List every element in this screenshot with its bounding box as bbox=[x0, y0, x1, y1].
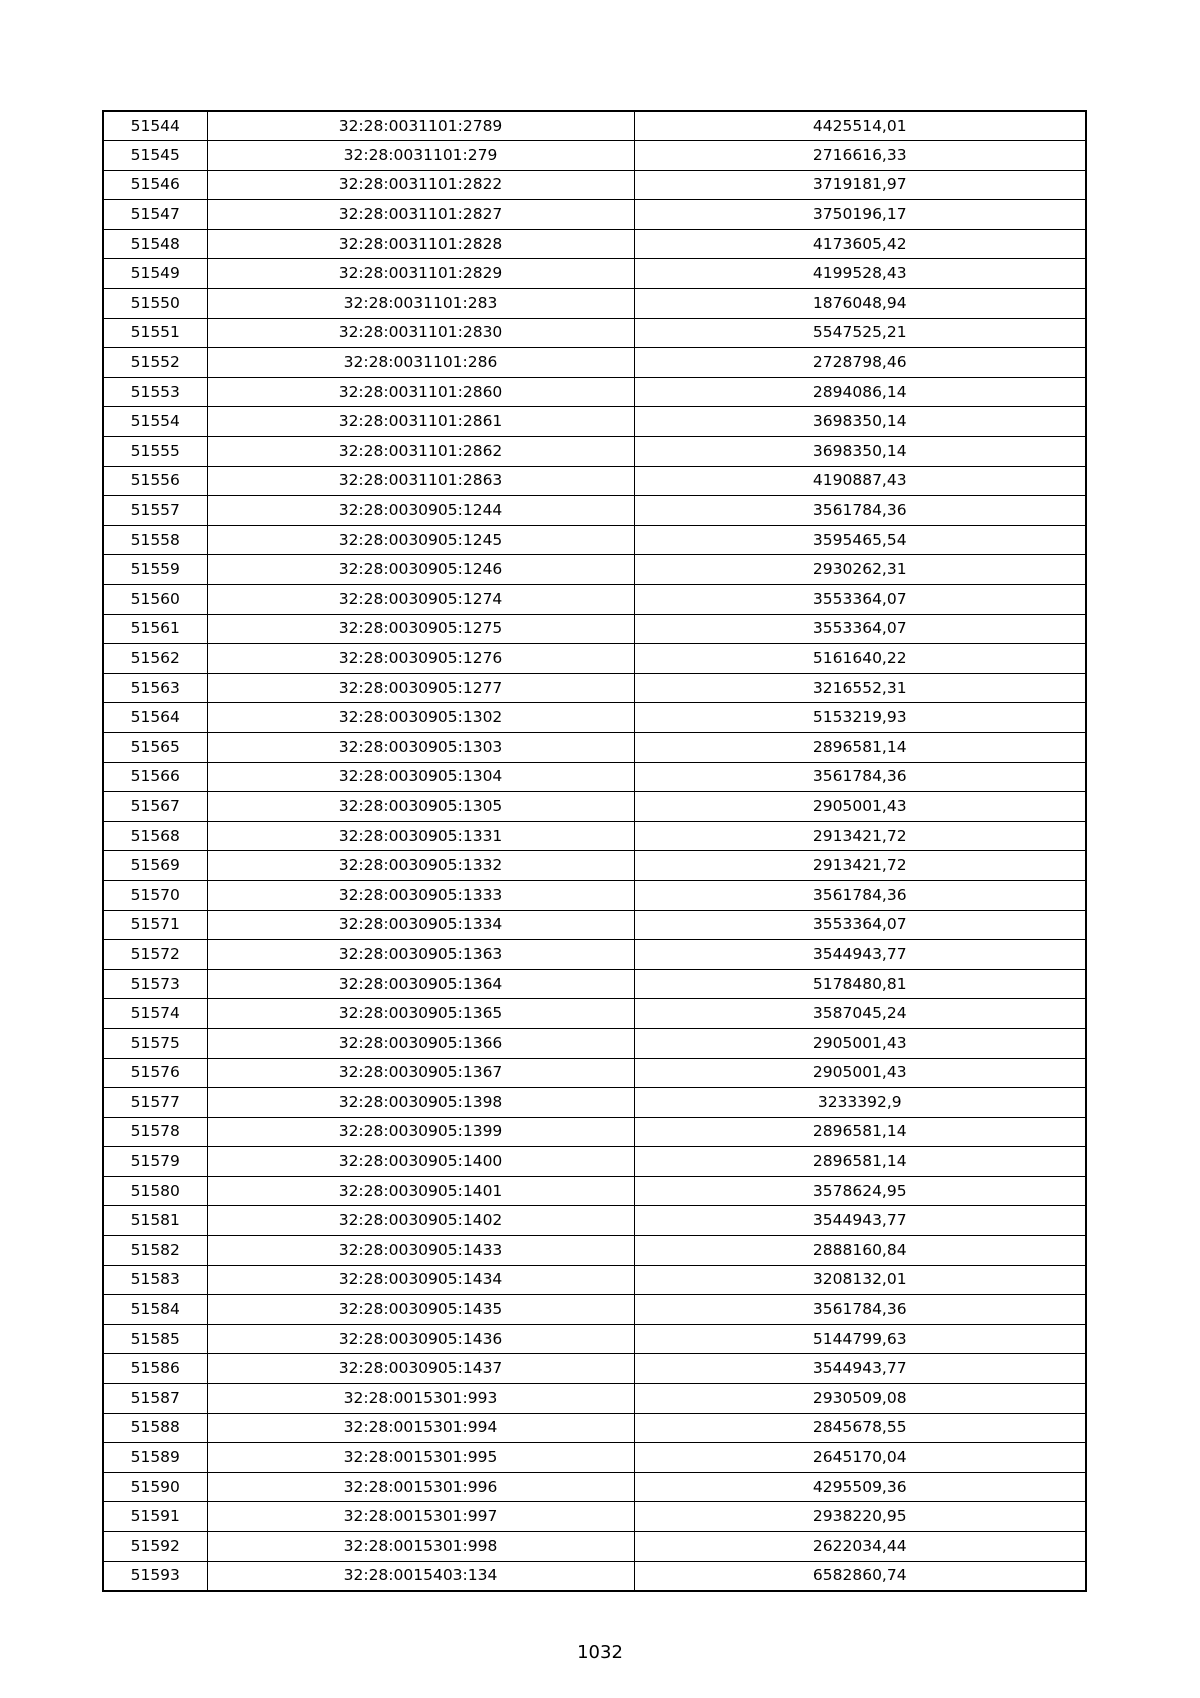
cadastral-value-cell: 2905001,43 bbox=[634, 1028, 1086, 1058]
table-row bbox=[103, 880, 1086, 910]
cadastral-number-cell: 32:28:0030905:1333 bbox=[207, 880, 634, 910]
cadastral-number-cell: 32:28:0030905:1244 bbox=[207, 496, 634, 526]
row-number-cell: 51593 bbox=[103, 1561, 207, 1591]
table-row bbox=[103, 1532, 1086, 1562]
row-number-cell: 51555 bbox=[103, 437, 207, 467]
table-row bbox=[103, 1117, 1086, 1147]
row-number-cell: 51576 bbox=[103, 1058, 207, 1088]
cadastral-number-cell: 32:28:0031101:2829 bbox=[207, 259, 634, 289]
cadastral-number-cell: 32:28:0031101:279 bbox=[207, 141, 634, 171]
cadastral-value-cell: 3698350,14 bbox=[634, 437, 1086, 467]
cadastral-value-table bbox=[102, 110, 1087, 1592]
cadastral-value-cell: 3561784,36 bbox=[634, 496, 1086, 526]
cadastral-number-cell: 32:28:0015301:993 bbox=[207, 1384, 634, 1414]
cadastral-number-cell: 32:28:0030905:1334 bbox=[207, 910, 634, 940]
row-number-cell: 51589 bbox=[103, 1443, 207, 1473]
row-number-cell: 51566 bbox=[103, 762, 207, 792]
cadastral-value-cell: 2845678,55 bbox=[634, 1413, 1086, 1443]
cadastral-number-cell: 32:28:0030905:1436 bbox=[207, 1324, 634, 1354]
cadastral-number-cell: 32:28:0031101:2830 bbox=[207, 318, 634, 348]
table-row bbox=[103, 466, 1086, 496]
row-number-cell: 51544 bbox=[103, 111, 207, 141]
table-row bbox=[103, 200, 1086, 230]
cadastral-value-cell: 3595465,54 bbox=[634, 525, 1086, 555]
cadastral-number-cell: 32:28:0015301:998 bbox=[207, 1532, 634, 1562]
row-number-cell: 51575 bbox=[103, 1028, 207, 1058]
table-row bbox=[103, 170, 1086, 200]
row-number-cell: 51591 bbox=[103, 1502, 207, 1532]
cadastral-number-cell: 32:28:0030905:1401 bbox=[207, 1176, 634, 1206]
row-number-cell: 51578 bbox=[103, 1117, 207, 1147]
row-number-cell: 51562 bbox=[103, 644, 207, 674]
cadastral-number-cell: 32:28:0030905:1276 bbox=[207, 644, 634, 674]
cadastral-value-cell: 5161640,22 bbox=[634, 644, 1086, 674]
table-row bbox=[103, 910, 1086, 940]
cadastral-number-cell: 32:28:0015301:997 bbox=[207, 1502, 634, 1532]
cadastral-value-cell: 2913421,72 bbox=[634, 851, 1086, 881]
table-row bbox=[103, 1561, 1086, 1591]
cadastral-number-cell: 32:28:0031101:2822 bbox=[207, 170, 634, 200]
cadastral-number-cell: 32:28:0031101:2861 bbox=[207, 407, 634, 437]
row-number-cell: 51546 bbox=[103, 170, 207, 200]
table-row bbox=[103, 1413, 1086, 1443]
cadastral-number-cell: 32:28:0015403:134 bbox=[207, 1561, 634, 1591]
row-number-cell: 51572 bbox=[103, 940, 207, 970]
cadastral-number-cell: 32:28:0030905:1402 bbox=[207, 1206, 634, 1236]
cadastral-value-cell: 5144799,63 bbox=[634, 1324, 1086, 1354]
cadastral-value-cell: 3216552,31 bbox=[634, 673, 1086, 703]
table-row bbox=[103, 1324, 1086, 1354]
cadastral-value-cell: 3544943,77 bbox=[634, 1206, 1086, 1236]
cadastral-value-cell: 3553364,07 bbox=[634, 614, 1086, 644]
cadastral-number-cell: 32:28:0015301:996 bbox=[207, 1472, 634, 1502]
cadastral-value-cell: 3561784,36 bbox=[634, 1295, 1086, 1325]
table-row bbox=[103, 940, 1086, 970]
row-number-cell: 51561 bbox=[103, 614, 207, 644]
row-number-cell: 51580 bbox=[103, 1176, 207, 1206]
cadastral-value-cell: 4295509,36 bbox=[634, 1472, 1086, 1502]
table-row bbox=[103, 348, 1086, 378]
table-row bbox=[103, 141, 1086, 171]
row-number-cell: 51547 bbox=[103, 200, 207, 230]
table-row bbox=[103, 437, 1086, 467]
row-number-cell: 51551 bbox=[103, 318, 207, 348]
cadastral-number-cell: 32:28:0031101:2860 bbox=[207, 377, 634, 407]
table-row bbox=[103, 407, 1086, 437]
cadastral-value-cell: 2645170,04 bbox=[634, 1443, 1086, 1473]
table-row bbox=[103, 111, 1086, 141]
cadastral-number-cell: 32:28:0030905:1332 bbox=[207, 851, 634, 881]
cadastral-value-cell: 1876048,94 bbox=[634, 289, 1086, 319]
table-row bbox=[103, 555, 1086, 585]
cadastral-number-cell: 32:28:0031101:283 bbox=[207, 289, 634, 319]
row-number-cell: 51582 bbox=[103, 1236, 207, 1266]
table-row bbox=[103, 821, 1086, 851]
cadastral-number-cell: 32:28:0031101:2863 bbox=[207, 466, 634, 496]
row-number-cell: 51567 bbox=[103, 792, 207, 822]
cadastral-value-cell: 2716616,33 bbox=[634, 141, 1086, 171]
cadastral-value-cell: 4173605,42 bbox=[634, 229, 1086, 259]
table-row bbox=[103, 673, 1086, 703]
cadastral-value-cell: 3553364,07 bbox=[634, 910, 1086, 940]
row-number-cell: 51549 bbox=[103, 259, 207, 289]
cadastral-value-cell: 3587045,24 bbox=[634, 999, 1086, 1029]
cadastral-value-cell: 2888160,84 bbox=[634, 1236, 1086, 1266]
cadastral-value-cell: 2622034,44 bbox=[634, 1532, 1086, 1562]
table-body bbox=[103, 111, 1086, 1591]
table-row bbox=[103, 1088, 1086, 1118]
table-row bbox=[103, 703, 1086, 733]
cadastral-number-cell: 32:28:0030905:1304 bbox=[207, 762, 634, 792]
cadastral-value-cell: 5178480,81 bbox=[634, 969, 1086, 999]
row-number-cell: 51563 bbox=[103, 673, 207, 703]
cadastral-value-cell: 2930262,31 bbox=[634, 555, 1086, 585]
table-row bbox=[103, 1472, 1086, 1502]
cadastral-number-cell: 32:28:0031101:2789 bbox=[207, 111, 634, 141]
table-row bbox=[103, 585, 1086, 615]
table-row bbox=[103, 318, 1086, 348]
table-row bbox=[103, 377, 1086, 407]
cadastral-number-cell: 32:28:0031101:2827 bbox=[207, 200, 634, 230]
table-row bbox=[103, 1236, 1086, 1266]
row-number-cell: 51559 bbox=[103, 555, 207, 585]
row-number-cell: 51574 bbox=[103, 999, 207, 1029]
table-row bbox=[103, 1176, 1086, 1206]
table-row bbox=[103, 1147, 1086, 1177]
table-row bbox=[103, 762, 1086, 792]
cadastral-value-cell: 3561784,36 bbox=[634, 880, 1086, 910]
row-number-cell: 51552 bbox=[103, 348, 207, 378]
row-number-cell: 51560 bbox=[103, 585, 207, 615]
cadastral-value-cell: 4190887,43 bbox=[634, 466, 1086, 496]
row-number-cell: 51571 bbox=[103, 910, 207, 940]
cadastral-value-cell: 2930509,08 bbox=[634, 1384, 1086, 1414]
table-row bbox=[103, 1354, 1086, 1384]
cadastral-value-cell: 3561784,36 bbox=[634, 762, 1086, 792]
table-row bbox=[103, 229, 1086, 259]
cadastral-value-cell: 3698350,14 bbox=[634, 407, 1086, 437]
cadastral-number-cell: 32:28:0030905:1305 bbox=[207, 792, 634, 822]
row-number-cell: 51577 bbox=[103, 1088, 207, 1118]
row-number-cell: 51585 bbox=[103, 1324, 207, 1354]
cadastral-number-cell: 32:28:0030905:1275 bbox=[207, 614, 634, 644]
table-row bbox=[103, 1384, 1086, 1414]
row-number-cell: 51588 bbox=[103, 1413, 207, 1443]
cadastral-value-cell: 2894086,14 bbox=[634, 377, 1086, 407]
table-row bbox=[103, 999, 1086, 1029]
table-row bbox=[103, 1206, 1086, 1236]
table-row bbox=[103, 1265, 1086, 1295]
cadastral-number-cell: 32:28:0030905:1437 bbox=[207, 1354, 634, 1384]
row-number-cell: 51573 bbox=[103, 969, 207, 999]
table-row bbox=[103, 732, 1086, 762]
row-number-cell: 51554 bbox=[103, 407, 207, 437]
cadastral-number-cell: 32:28:0030905:1365 bbox=[207, 999, 634, 1029]
cadastral-number-cell: 32:28:0030905:1303 bbox=[207, 732, 634, 762]
row-number-cell: 51548 bbox=[103, 229, 207, 259]
cadastral-value-cell: 4425514,01 bbox=[634, 111, 1086, 141]
table-row bbox=[103, 496, 1086, 526]
row-number-cell: 51568 bbox=[103, 821, 207, 851]
cadastral-value-cell: 2913421,72 bbox=[634, 821, 1086, 851]
table-row bbox=[103, 525, 1086, 555]
row-number-cell: 51553 bbox=[103, 377, 207, 407]
row-number-cell: 51558 bbox=[103, 525, 207, 555]
cadastral-value-cell: 2896581,14 bbox=[634, 1117, 1086, 1147]
table-row bbox=[103, 1028, 1086, 1058]
cadastral-number-cell: 32:28:0030905:1435 bbox=[207, 1295, 634, 1325]
table-row bbox=[103, 792, 1086, 822]
cadastral-number-cell: 32:28:0031101:2828 bbox=[207, 229, 634, 259]
cadastral-value-cell: 3544943,77 bbox=[634, 940, 1086, 970]
cadastral-number-cell: 32:28:0030905:1399 bbox=[207, 1117, 634, 1147]
table-row bbox=[103, 1443, 1086, 1473]
row-number-cell: 51569 bbox=[103, 851, 207, 881]
cadastral-number-cell: 32:28:0030905:1433 bbox=[207, 1236, 634, 1266]
row-number-cell: 51590 bbox=[103, 1472, 207, 1502]
cadastral-number-cell: 32:28:0030905:1367 bbox=[207, 1058, 634, 1088]
cadastral-number-cell: 32:28:0030905:1245 bbox=[207, 525, 634, 555]
cadastral-number-cell: 32:28:0030905:1246 bbox=[207, 555, 634, 585]
cadastral-value-cell: 2896581,14 bbox=[634, 732, 1086, 762]
table-row bbox=[103, 289, 1086, 319]
cadastral-number-cell: 32:28:0030905:1331 bbox=[207, 821, 634, 851]
cadastral-value-cell: 5547525,21 bbox=[634, 318, 1086, 348]
cadastral-number-cell: 32:28:0030905:1434 bbox=[207, 1265, 634, 1295]
cadastral-value-cell: 3233392,9 bbox=[634, 1088, 1086, 1118]
cadastral-number-cell: 32:28:0030905:1363 bbox=[207, 940, 634, 970]
table-row bbox=[103, 259, 1086, 289]
cadastral-number-cell: 32:28:0015301:994 bbox=[207, 1413, 634, 1443]
row-number-cell: 51583 bbox=[103, 1265, 207, 1295]
cadastral-number-cell: 32:28:0031101:286 bbox=[207, 348, 634, 378]
row-number-cell: 51565 bbox=[103, 732, 207, 762]
cadastral-value-cell: 2905001,43 bbox=[634, 792, 1086, 822]
cadastral-value-cell: 3719181,97 bbox=[634, 170, 1086, 200]
cadastral-value-cell: 6582860,74 bbox=[634, 1561, 1086, 1591]
cadastral-value-cell: 4199528,43 bbox=[634, 259, 1086, 289]
cadastral-number-cell: 32:28:0015301:995 bbox=[207, 1443, 634, 1473]
row-number-cell: 51587 bbox=[103, 1384, 207, 1414]
row-number-cell: 51584 bbox=[103, 1295, 207, 1325]
row-number-cell: 51556 bbox=[103, 466, 207, 496]
cadastral-value-cell: 2938220,95 bbox=[634, 1502, 1086, 1532]
cadastral-value-cell: 3553364,07 bbox=[634, 585, 1086, 615]
row-number-cell: 51586 bbox=[103, 1354, 207, 1384]
table-row bbox=[103, 1502, 1086, 1532]
row-number-cell: 51564 bbox=[103, 703, 207, 733]
cadastral-value-cell: 5153219,93 bbox=[634, 703, 1086, 733]
cadastral-value-cell: 2728798,46 bbox=[634, 348, 1086, 378]
table-row bbox=[103, 644, 1086, 674]
row-number-cell: 51570 bbox=[103, 880, 207, 910]
cadastral-value-cell: 3750196,17 bbox=[634, 200, 1086, 230]
cadastral-value-cell: 3208132,01 bbox=[634, 1265, 1086, 1295]
table-row bbox=[103, 1295, 1086, 1325]
row-number-cell: 51592 bbox=[103, 1532, 207, 1562]
cadastral-number-cell: 32:28:0030905:1400 bbox=[207, 1147, 634, 1177]
table-row bbox=[103, 1058, 1086, 1088]
row-number-cell: 51545 bbox=[103, 141, 207, 171]
row-number-cell: 51581 bbox=[103, 1206, 207, 1236]
cadastral-value-cell: 3544943,77 bbox=[634, 1354, 1086, 1384]
cadastral-number-cell: 32:28:0030905:1398 bbox=[207, 1088, 634, 1118]
table-row bbox=[103, 969, 1086, 999]
cadastral-number-cell: 32:28:0030905:1277 bbox=[207, 673, 634, 703]
cadastral-number-cell: 32:28:0031101:2862 bbox=[207, 437, 634, 467]
page-number: 1032 bbox=[577, 1642, 623, 1663]
table-row bbox=[103, 614, 1086, 644]
row-number-cell: 51557 bbox=[103, 496, 207, 526]
table-row bbox=[103, 851, 1086, 881]
cadastral-number-cell: 32:28:0030905:1302 bbox=[207, 703, 634, 733]
row-number-cell: 51579 bbox=[103, 1147, 207, 1177]
cadastral-value-cell: 2896581,14 bbox=[634, 1147, 1086, 1177]
cadastral-value-cell: 3578624,95 bbox=[634, 1176, 1086, 1206]
cadastral-number-cell: 32:28:0030905:1274 bbox=[207, 585, 634, 615]
cadastral-number-cell: 32:28:0030905:1364 bbox=[207, 969, 634, 999]
row-number-cell: 51550 bbox=[103, 289, 207, 319]
cadastral-number-cell: 32:28:0030905:1366 bbox=[207, 1028, 634, 1058]
cadastral-value-cell: 2905001,43 bbox=[634, 1058, 1086, 1088]
